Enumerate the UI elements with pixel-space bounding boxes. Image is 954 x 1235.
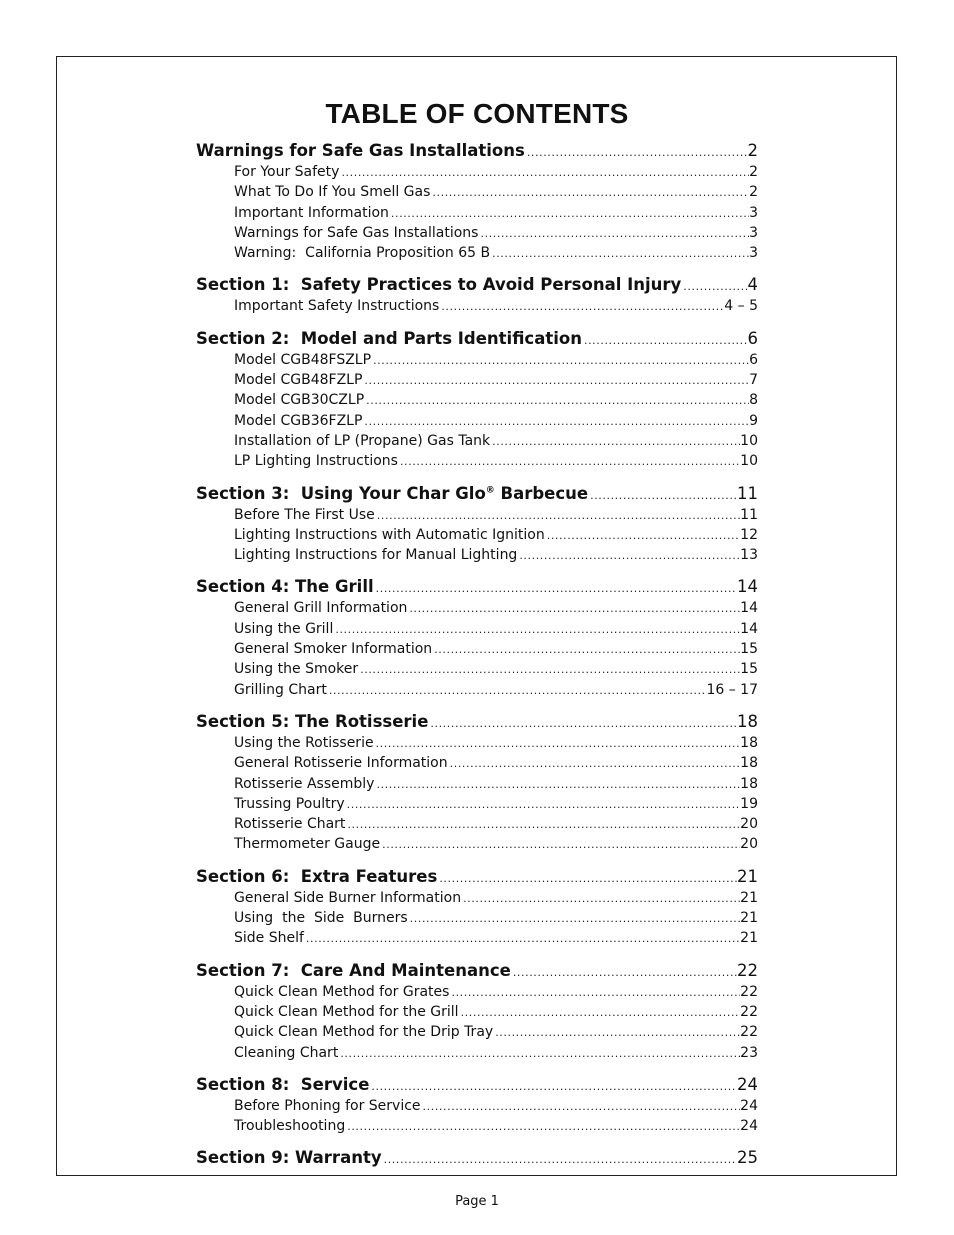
toc-entry-label [234, 411, 362, 431]
dot-leader [382, 1149, 737, 1169]
toc-entry-label [234, 223, 478, 243]
toc-entry-page-number: 20 [740, 816, 758, 833]
toc-entry-page-number: 23 [740, 1044, 758, 1061]
toc-entry-label [234, 545, 517, 565]
toc-entry-page-number: 14 [740, 620, 758, 637]
toc-entry-title: Lighting Instructions with Automatic Ignition [234, 526, 545, 543]
toc-entry-title: General Smoker Information [234, 641, 433, 658]
toc-entry [196, 350, 758, 370]
toc-entry [196, 794, 758, 814]
toc-entry-label [234, 774, 374, 794]
toc-section [196, 274, 758, 316]
toc-entry [196, 545, 758, 565]
toc-entry [196, 243, 758, 263]
toc-entry [196, 223, 758, 243]
toc-entry-label [234, 431, 490, 451]
dot-leader [345, 795, 741, 814]
toc-entry-page-number: 16 – 17 [706, 681, 758, 698]
toc-entry [196, 1096, 758, 1116]
toc-section-heading [196, 1147, 758, 1169]
toc-section-heading-title: Section 2: Model and Parts Identification [196, 328, 582, 348]
toc-entry [196, 1022, 758, 1042]
dot-leader [327, 681, 707, 700]
toc-section [196, 866, 758, 949]
table-of-contents [196, 140, 758, 1180]
toc-entry-title: Warning: California Proposition 65 B [234, 245, 491, 262]
toc-section [196, 576, 758, 699]
toc-entry [196, 525, 758, 545]
toc-section-heading-page-number: 25 [737, 1148, 758, 1168]
toc-entry [196, 451, 758, 471]
toc-section [196, 711, 758, 855]
toc-entry-title: Model CGB48FSZLP [234, 351, 372, 368]
toc-section-heading [196, 274, 758, 296]
toc-entry-page-number: 24 [740, 1118, 758, 1135]
toc-entry-page-number: 15 [740, 641, 758, 658]
toc-section [196, 140, 758, 263]
dot-leader [517, 546, 740, 565]
toc-section-heading-label [196, 1074, 369, 1096]
toc-entry-title: Grilling Chart [234, 681, 327, 698]
toc-entry [196, 774, 758, 794]
toc-entry-page-number: 24 [740, 1097, 758, 1114]
toc-entry-page-number: 20 [740, 836, 758, 853]
dot-leader [437, 868, 737, 888]
toc-entry-label [234, 1096, 421, 1116]
toc-section-heading-title: Warnings for Safe Gas Installations [196, 141, 525, 160]
dot-leader [459, 1003, 741, 1022]
toc-entry-page-number: 18 [740, 734, 758, 751]
dot-leader [389, 204, 749, 223]
page-title: TABLE OF CONTENTS [325, 98, 629, 129]
dot-leader [588, 485, 737, 505]
page-number: Page 1 [455, 1194, 499, 1209]
toc-entry-page-number: 18 [740, 775, 758, 792]
toc-entry-title: Installation of LP (Propane) Gas Tank [234, 432, 491, 449]
toc-section [196, 483, 758, 566]
dot-leader [374, 578, 737, 598]
toc-entry-page-number: 3 [749, 245, 758, 262]
toc-entry [196, 659, 758, 679]
toc-entry [196, 619, 758, 639]
dot-leader [408, 909, 741, 928]
toc-section-heading-label [196, 576, 374, 598]
dot-leader [374, 775, 740, 794]
toc-entry-page-number: 15 [740, 661, 758, 678]
toc-entry-title: Quick Clean Method for Grates [234, 983, 450, 1000]
toc-section-heading-label [196, 1147, 382, 1169]
dot-leader [374, 734, 741, 753]
toc-entry [196, 411, 758, 431]
dot-leader [364, 391, 749, 410]
toc-section-heading-label [196, 960, 511, 982]
toc-entry-title: General Rotisserie Information [234, 755, 448, 772]
dot-leader [430, 183, 749, 202]
toc-section-heading-label [196, 328, 582, 350]
toc-entry [196, 639, 758, 659]
toc-entry-label [234, 680, 327, 700]
toc-entry [196, 598, 758, 618]
toc-section [196, 960, 758, 1063]
toc-entry [196, 431, 758, 451]
dot-leader [362, 371, 749, 390]
toc-entry-title: Troubleshooting [234, 1118, 346, 1135]
toc-entry-page-number: 19 [740, 795, 758, 812]
toc-entry-label [234, 390, 364, 410]
toc-entry [196, 928, 758, 948]
dot-leader [448, 754, 741, 773]
toc-entry-label [234, 243, 490, 263]
toc-section-heading-title: Section 8: Service [196, 1074, 370, 1094]
toc-section-heading [196, 711, 758, 733]
toc-section-heading-title: Section 4: The Grill [196, 577, 374, 597]
toc-entry [196, 908, 758, 928]
toc-entry-label [234, 639, 432, 659]
toc-section-heading-title: Section 9: Warranty [196, 1148, 382, 1168]
toc-entry-page-number: 22 [740, 1024, 758, 1041]
toc-entry [196, 733, 758, 753]
dot-leader [461, 889, 740, 908]
toc-entry-label [234, 1002, 459, 1022]
toc-entry-label [234, 350, 371, 370]
toc-section-heading-label [196, 274, 681, 296]
toc-entry-label [234, 162, 339, 182]
toc-entry-label [234, 733, 374, 753]
dot-leader [511, 962, 737, 982]
toc-entry [196, 888, 758, 908]
toc-entry-title: Important Safety Instructions [234, 298, 440, 315]
dot-leader [358, 660, 740, 679]
toc-entry [196, 1002, 758, 1022]
toc-entry-title: Using the Rotisserie [234, 734, 374, 751]
toc-section-heading-page-number: 2 [747, 141, 758, 160]
toc-entry-title: Before The First Use [234, 506, 375, 523]
toc-entry-page-number: 10 [740, 453, 758, 470]
toc-entry-page-number: 18 [740, 755, 758, 772]
toc-entry-page-number: 6 [749, 351, 758, 368]
toc-entry-label [234, 451, 398, 471]
toc-entry-title: LP Lighting Instructions [234, 453, 398, 470]
toc-entry-label [234, 203, 389, 223]
dot-leader [681, 276, 747, 296]
toc-entry [196, 203, 758, 223]
dot-leader [490, 244, 749, 263]
toc-section [196, 1074, 758, 1137]
toc-entry-title: Lighting Instructions for Manual Lighting [234, 547, 518, 564]
toc-section-heading-label [196, 866, 437, 888]
toc-entry-label [234, 928, 304, 948]
dot-leader [545, 526, 740, 545]
toc-entry-page-number: 8 [749, 392, 758, 409]
toc-entry-title: Model CGB48FZLP [234, 372, 363, 389]
toc-entry-label [234, 505, 375, 525]
dot-leader [428, 713, 737, 733]
toc-entry-label [234, 794, 345, 814]
dot-leader [582, 330, 748, 350]
toc-entry-title: Rotisserie Chart [234, 816, 346, 833]
toc-entry-label [234, 982, 449, 1002]
dot-leader [339, 163, 749, 182]
toc-entry-page-number: 10 [740, 432, 758, 449]
toc-entry-page-number: 4 – 5 [724, 298, 758, 315]
toc-entry-page-number: 21 [740, 889, 758, 906]
toc-entry [196, 370, 758, 390]
toc-entry-title: Important Information [234, 204, 389, 221]
toc-section-heading-title: Section 5: The Rotisserie [196, 711, 429, 731]
toc-entry-page-number: 7 [749, 372, 758, 389]
toc-section-heading-page-number: 6 [747, 328, 758, 348]
toc-entry-page-number: 3 [749, 224, 758, 241]
toc-entry-title: Using the Smoker [234, 661, 359, 678]
toc-section-heading-page-number: 11 [737, 483, 758, 503]
toc-section-heading [196, 1074, 758, 1096]
dot-leader [490, 432, 740, 451]
dot-leader [345, 1117, 740, 1136]
toc-entry-label [234, 619, 333, 639]
toc-entry-title: Quick Clean Method for the Drip Tray [234, 1024, 494, 1041]
toc-section-heading [196, 866, 758, 888]
toc-entry-label [234, 659, 358, 679]
dot-leader [478, 224, 749, 243]
toc-section-heading-label [196, 483, 588, 505]
toc-section [196, 328, 758, 472]
toc-entry [196, 1116, 758, 1136]
dot-leader [333, 620, 740, 639]
toc-entry-label [234, 888, 461, 908]
toc-entry-page-number: 21 [740, 910, 758, 927]
dot-leader [375, 506, 740, 525]
dot-leader [432, 640, 740, 659]
toc-section-heading-title-suffix: Barbecue [494, 483, 589, 503]
toc-entry [196, 505, 758, 525]
toc-entry-label [234, 525, 545, 545]
dot-leader [421, 1097, 741, 1116]
toc-section-heading-title: Section 6: Extra Features [196, 866, 438, 886]
dot-leader [380, 835, 740, 854]
dot-leader [493, 1023, 740, 1042]
toc-section-heading-page-number: 24 [737, 1074, 758, 1094]
toc-entry-label [234, 598, 407, 618]
toc-entry-label [234, 182, 430, 202]
toc-section-heading-page-number: 14 [737, 577, 758, 597]
toc-entry [196, 680, 758, 700]
toc-section-heading-label [196, 140, 525, 162]
toc-entry [196, 296, 758, 316]
dot-leader [345, 815, 740, 834]
toc-entry-title: General Grill Information [234, 600, 408, 617]
dot-leader [338, 1044, 740, 1063]
toc-entry [196, 162, 758, 182]
toc-entry-title: Model CGB36FZLP [234, 412, 363, 429]
toc-entry-label [234, 1022, 493, 1042]
toc-entry-title: Using the Side Burners [234, 910, 408, 927]
toc-section-heading-title: Section 3: Using Your Char Glo [196, 483, 486, 503]
toc-section-heading-page-number: 4 [747, 275, 758, 295]
toc-entry-label [234, 1043, 338, 1063]
toc-entry-page-number: 22 [740, 1003, 758, 1020]
dot-leader [398, 452, 740, 471]
toc-entry-page-number: 22 [740, 983, 758, 1000]
toc-entry-label [234, 1116, 345, 1136]
dot-leader [449, 983, 740, 1002]
toc-entry [196, 814, 758, 834]
toc-entry-title: For Your Safety [234, 164, 340, 180]
toc-section-heading [196, 140, 758, 162]
toc-entry-title: Before Phoning for Service [234, 1097, 421, 1114]
dot-leader [371, 351, 749, 370]
toc-entry [196, 390, 758, 410]
toc-entry-page-number: 2 [749, 164, 758, 180]
toc-entry-label [234, 753, 448, 773]
toc-entry-title: Cleaning Chart [234, 1044, 339, 1061]
toc-entry-title: Side Shelf [234, 930, 304, 947]
dot-leader [369, 1076, 737, 1096]
toc-entry-label [234, 296, 439, 316]
toc-entry-title: General Side Burner Information [234, 889, 462, 906]
toc-entry-label [234, 834, 380, 854]
toc-entry-page-number: 12 [740, 526, 758, 543]
toc-entry-page-number: 13 [740, 547, 758, 564]
toc-entry-title: Rotisserie Assembly [234, 775, 375, 792]
toc-entry-label [234, 370, 362, 390]
toc-section-heading-title: Section 7: Care And Maintenance [196, 960, 511, 980]
toc-entry-label [234, 814, 345, 834]
toc-entry-title: Thermometer Gauge [234, 836, 381, 853]
toc-section-heading-page-number: 21 [737, 866, 758, 886]
toc-section-heading-title: Section 1: Safety Practices to Avoid Personal Injury [196, 275, 682, 295]
toc-entry-title: Warnings for Safe Gas Installations [234, 224, 479, 241]
registered-mark: ® [485, 485, 495, 496]
toc-entry-page-number: 3 [749, 204, 758, 221]
dot-leader [304, 929, 740, 948]
toc-section-heading-page-number: 22 [737, 960, 758, 980]
toc-entry-title: Model CGB30CZLP [234, 392, 365, 409]
toc-entry [196, 834, 758, 854]
toc-entry [196, 982, 758, 1002]
toc-entry-title: Using the Grill [234, 620, 334, 637]
toc-entry [196, 182, 758, 202]
dot-leader [362, 412, 749, 431]
dot-leader [407, 599, 740, 618]
toc-section-heading [196, 576, 758, 598]
toc-entry [196, 753, 758, 773]
toc-section-heading [196, 483, 758, 505]
toc-entry-page-number: 21 [740, 930, 758, 947]
dot-leader [525, 142, 748, 162]
toc-section-heading [196, 328, 758, 350]
toc-section-heading-label [196, 711, 428, 733]
toc-entry-title: Quick Clean Method for the Grill [234, 1003, 459, 1020]
toc-section-heading [196, 960, 758, 982]
toc-entry-page-number: 14 [740, 600, 758, 617]
toc-entry-title: Trussing Poultry [234, 795, 345, 812]
toc-entry-page-number: 2 [749, 184, 758, 201]
toc-section [196, 1147, 758, 1169]
toc-entry-label [234, 908, 408, 928]
toc-entry-page-number: 11 [740, 506, 758, 523]
toc-section-heading-page-number: 18 [737, 711, 758, 731]
dot-leader [439, 297, 724, 316]
toc-entry-page-number: 9 [749, 412, 758, 429]
toc-entry-title: What To Do If You Smell Gas [234, 184, 431, 201]
toc-entry [196, 1043, 758, 1063]
